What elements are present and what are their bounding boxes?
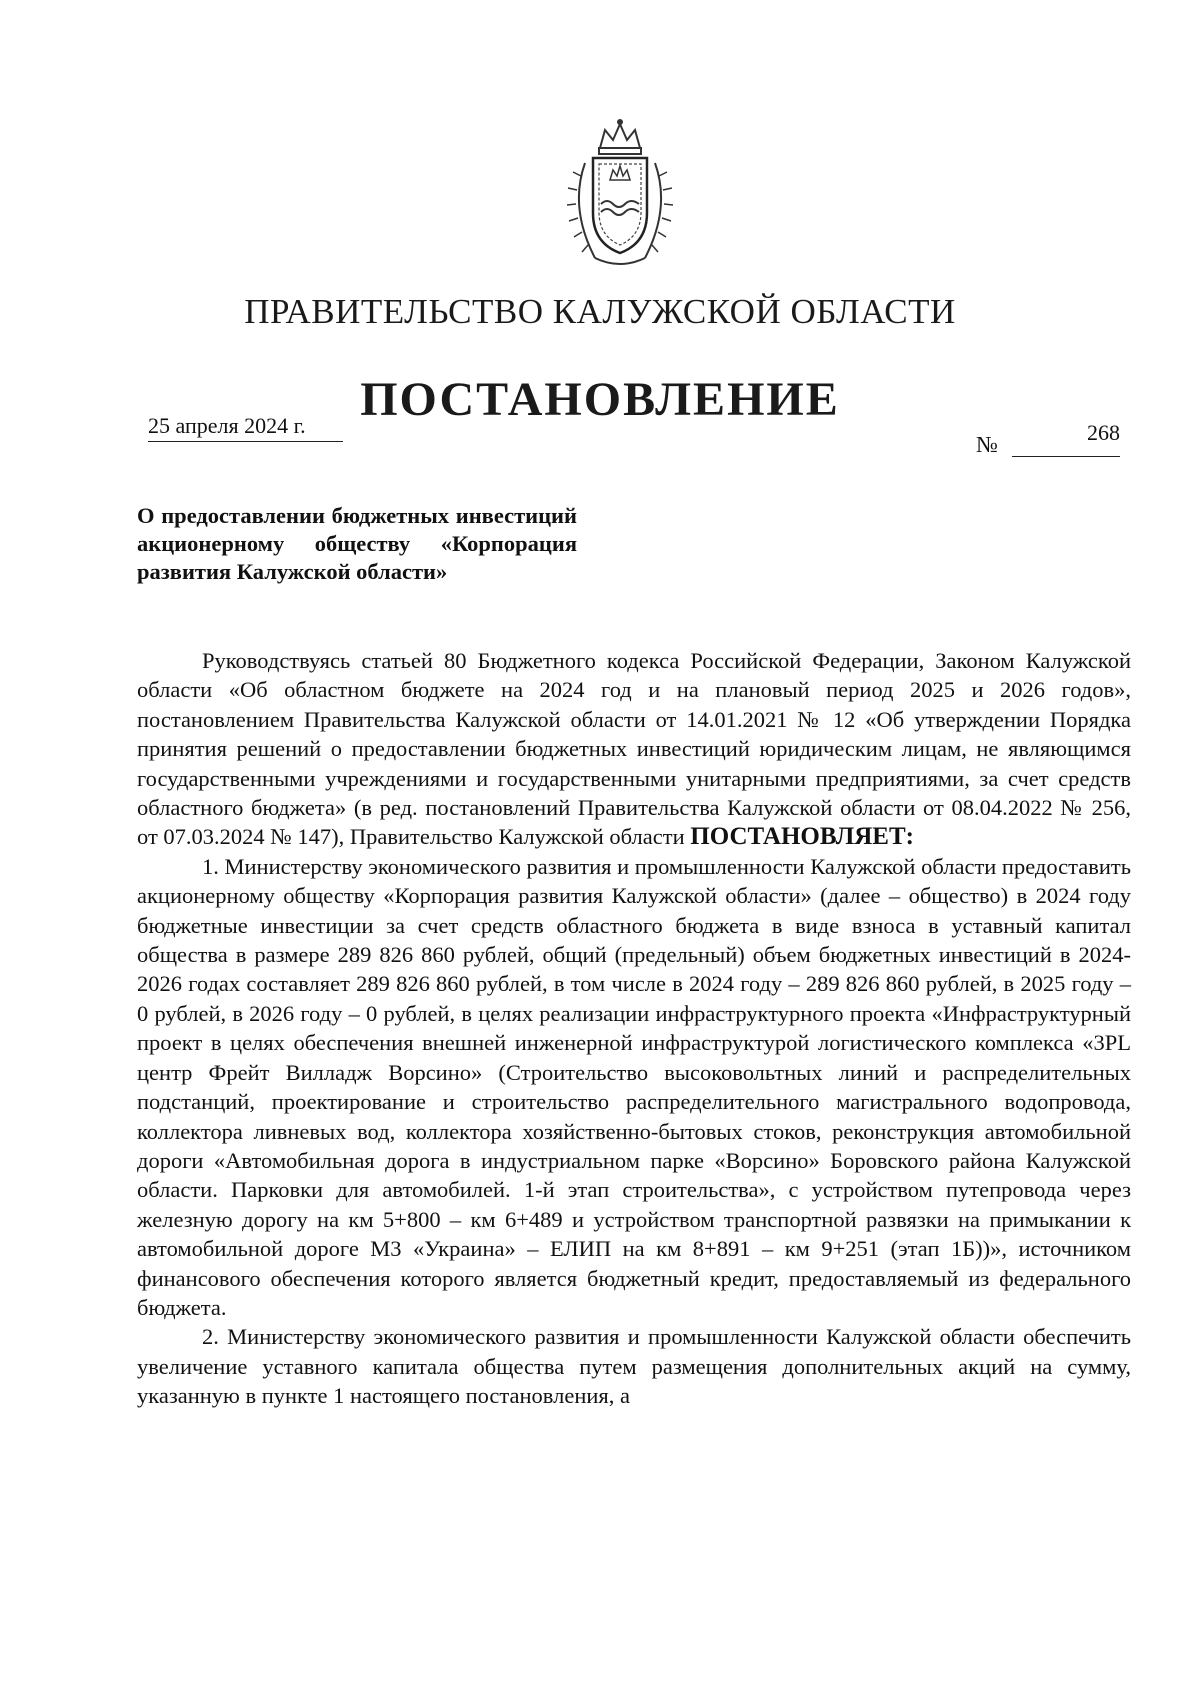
coat-of-arms-icon [555, 118, 685, 278]
preamble-text: Руководствуясь статьей 80 Бюджетного кодекса Российской Федерации, Законом Калужской области «Об областном бюджете на 2024 год и на плановый период 2025 и 2026 годов», постановлением Правительства Калужской области от 14.01.2021 № 12 «Об утверждении Порядка принятия решений о предоставлении бюджетных инвестиций юридическим лицам, не являющимся государственными учреждениями и государственными унитарными предприятиями, за счет средств областного бюджета» (в ред. постановлений Правительства Калужской области от 08.04.2022 № 256, от 07.03.2024 № 147), Правительство Калужской области [137, 648, 1131, 850]
preamble-paragraph [137, 646, 1131, 852]
document-number-block [976, 420, 1126, 460]
resolution-item-1: 1. Министерству экономического развития и промышленности Калужской области предоставить акционерному обществу «Корпорация развития Калужской области» (далее – общество) в 2024 году бюджетные инвестиции за счет средств областного бюджета в виде взноса в уставный капитал общества в размере 289 826 860 рублей, общий (предельный) объем бюджетных инвестиций в 2024-2026 годах составляет 289 826 860 рублей, в том числе в 2024 году – 289 826 860 рублей, в 2025 году – 0 рублей, в 2026 году – 0 рублей, в целях реализации инфраструктурного проекта «Инфраструктурный проект в целях обеспечения внешней инженерной инфраструктурой логистического комплекса «3PL центр Фрейт Вилладж Ворсино» (Строительство высоковольтных линий и распределительных подстанций, проектирование и строительство распределительного магистрального водопровода, коллектора ливневых вод, коллектора хозяйственно-бытовых стоков, реконструкция автомобильной дороги «Автомобильная дорога в индустриальном парке «Ворсино» Боровского района Калужской области. Парковки для автомобилей. 1-й этап строительства», с устройством путепровода через железную дорогу на км 5+800 – км 6+489 и устройством транспортной развязки на примыкании к автомобильной дороге М3 «Украина» – ЕЛИП на км 8+891 – км 9+251 (этап 1Б))», источником финансового обеспечения которого является бюджетный кредит, предоставляемый из федерального бюджета. [137, 853, 1132, 1320]
resolution-item-2: 2. Министерству экономического развития и промышленности Калужской области обеспечить увеличение уставного капитала общества путем размещения дополнительных акций на сумму, указанную в пункте 1 настоящего постановления, а [137, 1324, 1131, 1409]
document-type-title: ПОСТАНОВЛЕНИЕ [360, 373, 840, 426]
document-number: 268 [1012, 420, 1120, 457]
organization-title: ПРАВИТЕЛЬСТВО КАЛУЖСКОЙ ОБЛАСТИ [244, 292, 956, 331]
number-sign-label: № [976, 432, 998, 457]
document-body [137, 646, 1131, 1411]
document-date: 25 апреля 2024 г. [148, 413, 343, 442]
resolves-keyword: ПОСТАНОВЛЯЕТ: [690, 823, 914, 851]
document-subject: О предоставлении бюджетных инвестиций акционерному обществу «Корпорация развития Калужской области» [137, 503, 577, 584]
